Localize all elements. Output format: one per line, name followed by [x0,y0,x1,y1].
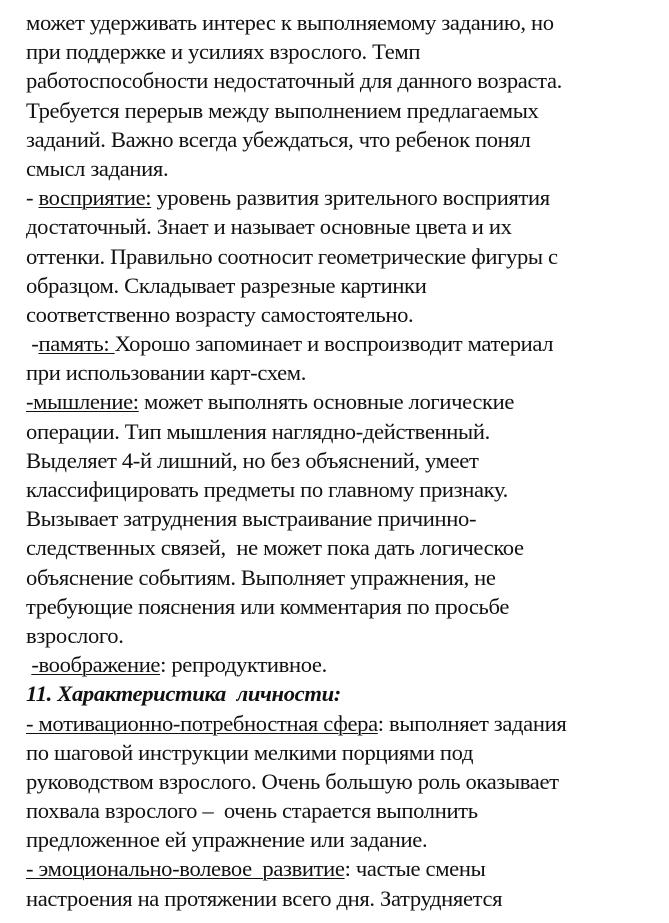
text-line: образцом. Складывает разрезные картинки [26,272,427,298]
thinking-line [26,387,666,416]
text-line: Требуется перерыв между выполнением предлагаемых [26,97,539,123]
dash-prefix: - [26,185,39,211]
text-line: оттенки. Правильно соотносит геометрические фигуры с [26,243,558,269]
imagination-text: : репродуктивное. [160,652,327,678]
section-heading: 11. Характеристика личности: [26,681,341,707]
text-line: настроения на протяжении всего дня. Затрудняется [26,885,503,911]
memory-line [26,329,666,358]
text-line: Выделяет 4-й лишний, но без объяснений, умеет [26,447,479,473]
text-line: взрослого. [26,622,124,648]
memory-text: Хорошо запоминает и воспроизводит материал [114,331,554,357]
emotional-line [26,854,666,883]
thinking-text: может выполнять основные логические [138,389,515,415]
perception-line [26,183,666,212]
text-line: соответственно возрасту самостоятельно. [26,301,414,327]
motivation-text: : выполняет задания [377,710,567,736]
dash-prefix: - [26,331,39,357]
text-line: объяснение событиям. Выполняет упражнения, не [26,564,496,590]
motivation-term: - мотивационно-потребностная сфера [26,710,378,736]
document-page [26,8,666,913]
text-line: классифицировать предметы по главному признаку. [26,477,508,502]
motivation-line [26,709,666,738]
perception-text: уровень развития зрительного восприятия [151,185,550,211]
text-line: следственных связей, не может пока дать логическое [26,535,524,561]
imagination-line [26,650,666,679]
perception-term: восприятие: [38,185,152,211]
text-line: работоспособности недостаточный для данного возраста. [26,68,562,94]
thinking-term: -мышление: [26,389,139,415]
text-line: предложенное ей упражнение или задание. [26,827,428,853]
text-line: при поддержке и усилиях взрослого. Темп [26,39,421,65]
text-line: руководством взрослого. Очень большую роль оказывает [26,768,559,794]
text-line: смысл задания. [26,155,169,181]
text-line: операции. Тип мышления наглядно-действенный. [26,418,490,444]
text-line: похвала взрослого – очень старается выполнить [26,798,478,824]
text-line: при использовании карт-схем. [26,360,307,386]
emotional-term: - эмоционально-волевое развитие [26,856,345,882]
emotional-text: : частые смены [344,856,486,882]
imagination-term: -воображение [31,652,161,678]
text-line: достаточный. Знает и называет основные цвета и их [26,214,512,240]
text-line: Вызывает затруднения выстраивание причинно- [26,506,477,532]
text-line: заданий. Важно всегда убеждаться, что ребенок понял [26,126,531,152]
memory-term: память: [38,331,115,357]
text-line: по шаговой инструкции мелкими порциями под [26,739,474,765]
text-line: требующие пояснения или комментария по просьбе [26,593,510,619]
text-line: может удерживать интерес к выполняемому заданию, но [26,10,554,35]
